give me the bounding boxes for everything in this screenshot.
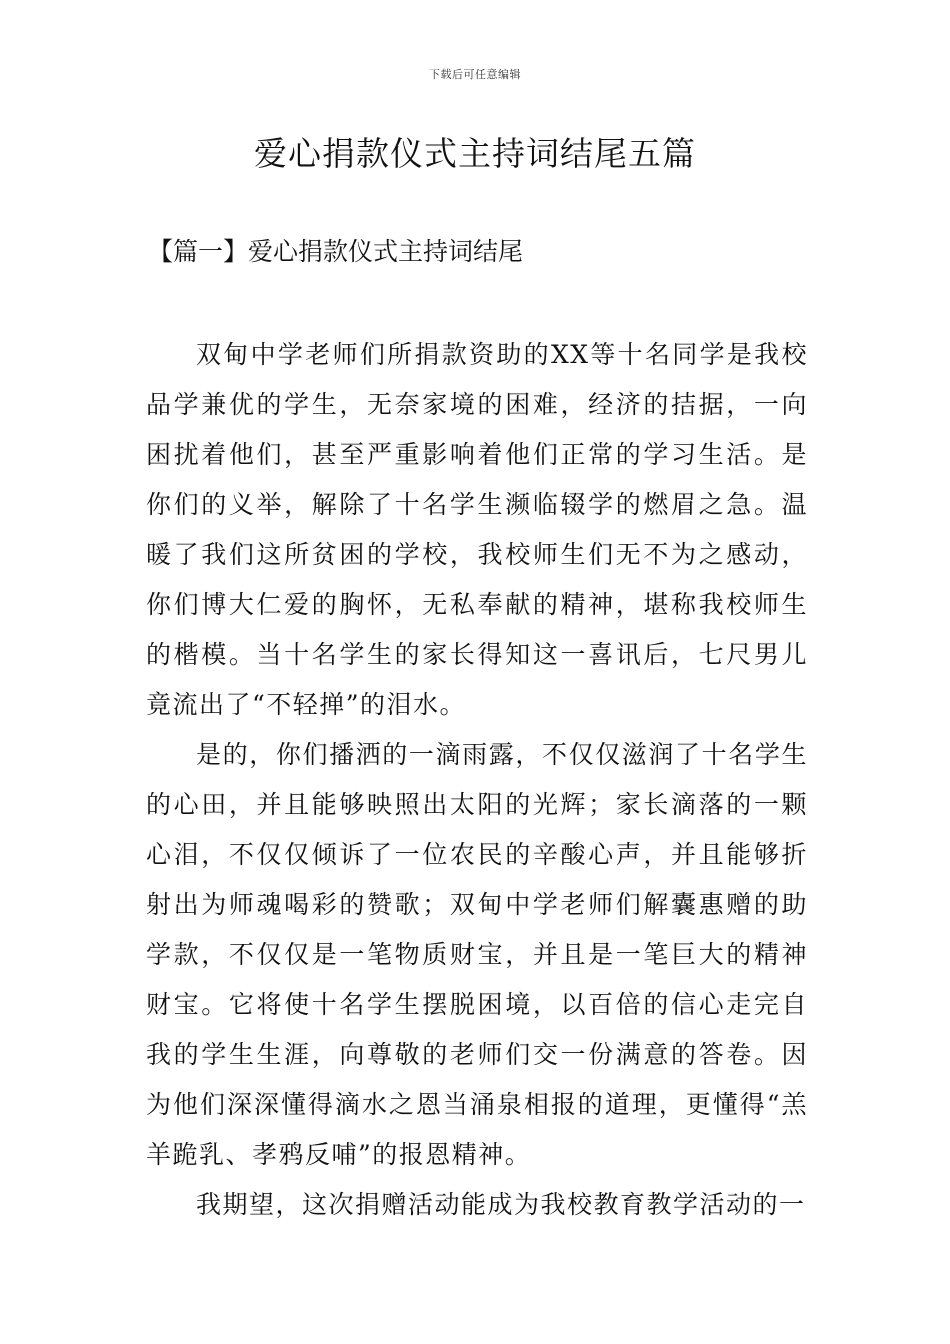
body-text — [146, 330, 808, 1230]
header-note: 下载后可任意编辑 — [429, 68, 521, 81]
paragraph: 是的，你们播洒的一滴雨露，不仅仅滋润了十名学生的心田，并且能够映照出太阳的光辉；家长滴落的一颗心泪，不仅仅倾诉了一位农民的辛酸心声，并且能够折射出为师魂喝彩的赞歌；双甸中学老师们解囊惠赠的助学款，不仅仅是一笔物质财宝，并且是一笔巨大的精神财宝。它将使十名学生摆脱困境，以百倍的信心走完自我的学生生涯，向尊敬的老师们交一份满意的答卷。因为他们深深懂得滴水之恩当涌泉相报的道理，更懂得“羔羊跪乳、孝鸦反哺”的报恩精神。 — [146, 740, 808, 1169]
document-title: 爱心捐款仪式主持词结尾五篇 — [254, 134, 696, 173]
paragraph: 双甸中学老师们所捐款资助的XX等十名同学是我校品学兼优的学生，无奈家境的困难，经济的拮据，一向困扰着他们，甚至严重影响着他们正常的学习生活。是你们的义举，解除了十名学生濒临辍学的燃眉之急。温暖了我们这所贫困的学校，我校师生们无不为之感动，你们博大仁爱的胸怀，无私奉献的精神，堪称我校师生的楷模。当十名学生的家长得知这一喜讯后，七尺男儿竟流出了“不轻掸”的泪水。 — [146, 340, 808, 719]
section-heading: 【篇一】爱心捐款仪式主持词结尾 — [148, 237, 524, 266]
paragraph: 我期望，这次捐赠活动能成为我校教育教学活动的一 — [196, 1190, 806, 1219]
